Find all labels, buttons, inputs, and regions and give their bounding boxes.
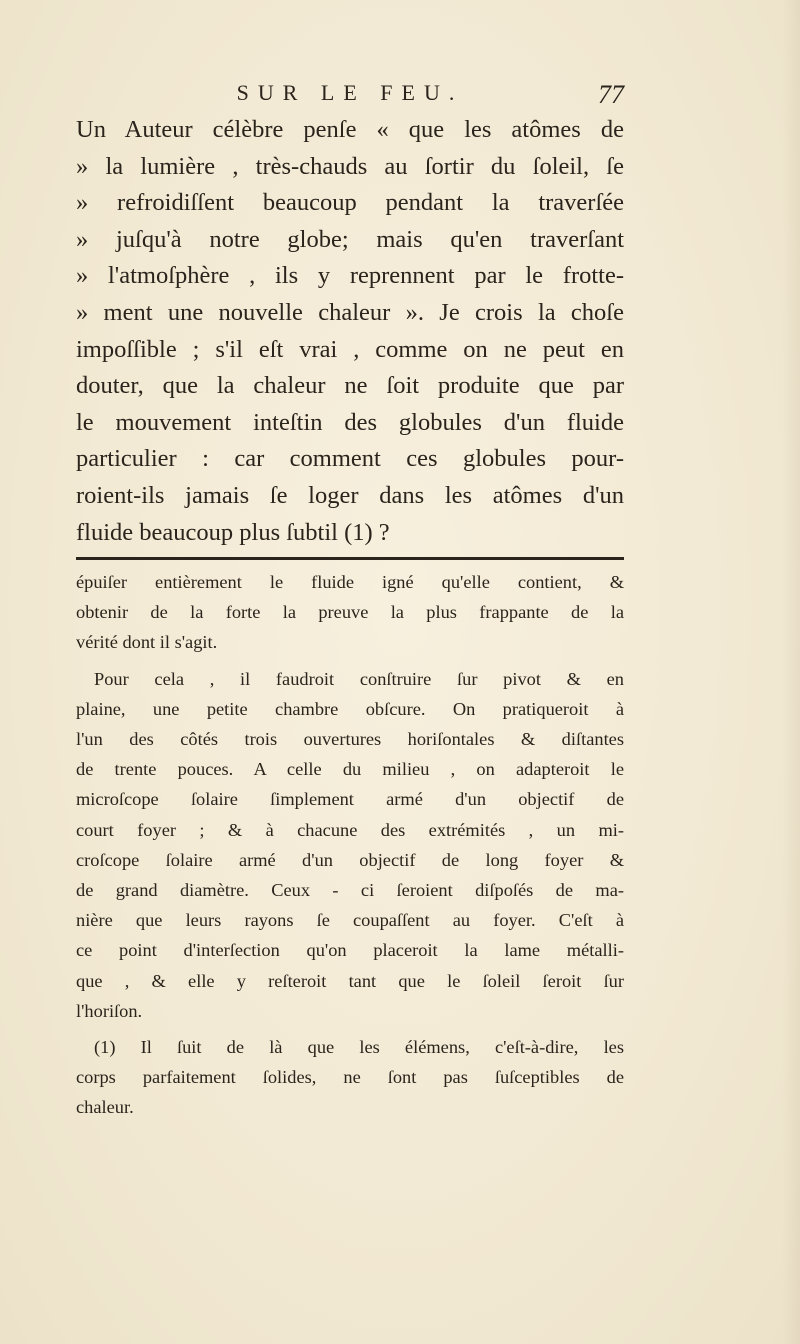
main-text-line: » l'atmoſphère , ils y reprennent par le frotte- <box>76 262 624 290</box>
note-line: croſcope ſolaire armé d'un objectif de long foyer & <box>76 849 624 870</box>
note-line: court foyer ; & à chacune des extrémités , un mi- <box>76 819 624 840</box>
footnote-line: corps parfaitement ſolides, ne ſont pas ſuſceptibles de <box>76 1067 624 1088</box>
note-line: vérité dont il s'agit. <box>76 632 218 653</box>
main-text-line: douter, que la chaleur ne ſoit produite que par <box>76 372 624 400</box>
footnote-line: (1) Il ſuit de là que les élémens, c'eſt-à-dire, les <box>94 1037 624 1058</box>
footnote-separator-rule <box>76 557 624 560</box>
page-number: 77 <box>598 80 624 109</box>
footnote-line: chaleur. <box>76 1097 134 1118</box>
main-text-line: fluide beaucoup plus ſubtil (1) ? <box>76 518 390 546</box>
main-text-line: Un Auteur célèbre penſe « que les atômes de <box>76 116 624 143</box>
main-text-line: roient-ils jamais ſe loger dans les atômes d'un <box>76 481 624 509</box>
note-line: microſcope ſolaire ſimplement armé d'un objectif de <box>76 789 624 810</box>
main-text-block <box>76 112 624 551</box>
main-text-line: » ment une nouvelle chaleur ». Je crois la choſe <box>76 298 624 326</box>
main-text-line: » juſqu'à notre globe; mais qu'en traverſant <box>76 225 624 253</box>
main-text-line: » la lumière , très-chauds au ſortir du ſoleil, ſe <box>76 152 624 180</box>
note-line: l'un des côtés trois ouvertures horiſontales & diſtantes <box>76 729 624 750</box>
note-line: Pour cela , il faudroit conſtruire ſur pivot & en <box>94 668 624 689</box>
note-line: l'horiſon. <box>76 1000 143 1021</box>
main-text-line: » refroidiſſent beaucoup pendant la traverſée <box>76 189 624 217</box>
note-line: ce point d'interſection qu'on placeroit la lame métalli- <box>76 940 624 961</box>
main-text-line: le mouvement inteſtin des globules d'un fluide <box>76 408 624 436</box>
main-text-line: impoſſible ; s'il eſt vrai , comme on ne peut en <box>76 335 624 363</box>
running-head: SUR LE FEU. <box>236 80 464 105</box>
note-line: obtenir de la forte la preuve la plus frappante de la <box>76 602 624 623</box>
note-line: plaine, une petite chambre obſcure. On pratiqueroit à <box>76 698 624 719</box>
note-line: de trente pouces. A celle du milieu , on adapteroit le <box>76 759 624 780</box>
footnotes-block <box>76 567 624 1123</box>
page-edge-shadow <box>782 0 800 1344</box>
note-line: épuiſer entièrement le fluide igné qu'elle contient, & <box>76 572 624 592</box>
note-line: nière que leurs rayons ſe coupaſſent au foyer. C'eſt à <box>76 910 624 931</box>
main-text-line: particulier : car comment ces globules pour- <box>76 445 624 473</box>
note-line: que , & elle y reſteroit tant que le ſoleil ſeroit ſur <box>76 970 624 991</box>
note-line: de grand diamètre. Ceux - ci ſeroient diſpoſés de ma- <box>76 880 624 901</box>
